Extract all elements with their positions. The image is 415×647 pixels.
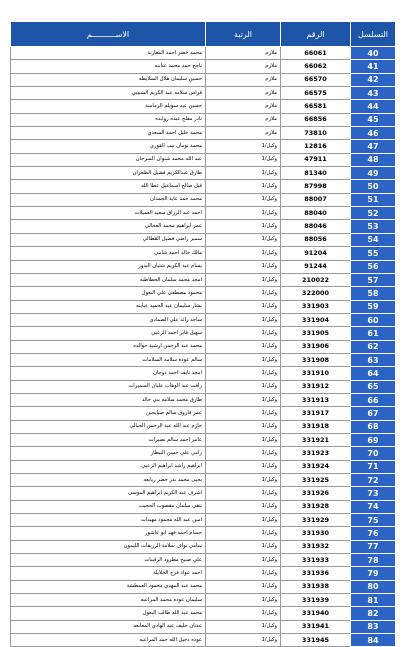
serial-cell: 75: [351, 514, 396, 527]
serial-cell: 66: [351, 393, 396, 406]
rank-cell: وكيل/1: [206, 607, 281, 620]
number-cell: 87998: [281, 180, 351, 193]
name-cell: طارق عبدالكريم فضيل الطحران: [11, 167, 206, 180]
number-cell: 210022: [281, 273, 351, 286]
serial-cell: 67: [351, 407, 396, 420]
number-cell: 331908: [281, 353, 351, 366]
rank-cell: وكيل/1: [206, 487, 281, 500]
rank-cell: وكيل/1: [206, 420, 281, 433]
number-cell: 331939: [281, 594, 351, 607]
number-cell: 331932: [281, 540, 351, 553]
table-row: [11, 447, 396, 460]
table-row: [11, 100, 396, 113]
rank-cell: ملازم: [206, 60, 281, 73]
rank-cell: وكيل/1: [206, 233, 281, 246]
table-row: [11, 527, 396, 540]
rank-cell: وكيل/1: [206, 620, 281, 633]
name-cell: سامي نواف سلامة الرزيقات الليمون: [11, 540, 206, 553]
table-row: [11, 180, 396, 193]
serial-cell: 46: [351, 127, 396, 140]
table-row: [11, 113, 396, 126]
table-row: [11, 340, 396, 353]
number-cell: 331941: [281, 620, 351, 633]
rank-cell: وكيل/1: [206, 313, 281, 326]
table-row: [11, 407, 396, 420]
rank-cell: وكيل/1: [206, 447, 281, 460]
header-number: الرقم: [281, 22, 351, 47]
header-rank: الرتبة: [206, 22, 281, 47]
name-cell: حسين عبد سويلم الرمامنة: [11, 100, 206, 113]
number-cell: 66581: [281, 100, 351, 113]
name-cell: عامر احمد سالم نصيرات: [11, 433, 206, 446]
table-row: [11, 153, 396, 166]
name-cell: ناجح حمد محمد عبابنه: [11, 60, 206, 73]
number-cell: 331912: [281, 380, 351, 393]
name-cell: ابراهيم راشد ابراهيم الزعبي: [11, 460, 206, 473]
serial-cell: 69: [351, 433, 396, 446]
number-cell: 331903: [281, 300, 351, 313]
serial-cell: 76: [351, 527, 396, 540]
name-cell: يسام عبد الكريم شتيان البدور: [11, 260, 206, 273]
serial-cell: 81: [351, 594, 396, 607]
name-cell: رامي علي حسن البيطار: [11, 447, 206, 460]
serial-cell: 74: [351, 500, 396, 513]
table-row: [11, 367, 396, 380]
serial-cell: 84: [351, 634, 396, 647]
rank-cell: وكيل/1: [206, 433, 281, 446]
rank-cell: ملازم: [206, 73, 281, 86]
table-row: [11, 313, 396, 326]
number-cell: 331906: [281, 340, 351, 353]
rank-cell: وكيل/1: [206, 180, 281, 193]
table-row: [11, 300, 396, 313]
number-cell: 331928: [281, 500, 351, 513]
rank-cell: وكيل/1: [206, 207, 281, 220]
table-row: [11, 607, 396, 620]
header-row: [11, 22, 396, 47]
table-row: [11, 220, 396, 233]
rank-cell: وكيل/1: [206, 580, 281, 593]
rank-cell: ملازم: [206, 100, 281, 113]
rank-cell: وكيل/1: [206, 514, 281, 527]
serial-cell: 45: [351, 113, 396, 126]
serial-cell: 77: [351, 540, 396, 553]
rank-cell: ملازم: [206, 127, 281, 140]
serial-cell: 71: [351, 460, 396, 473]
serial-cell: 65: [351, 380, 396, 393]
table-row: [11, 207, 396, 220]
rank-cell: وكيل/1: [206, 260, 281, 273]
name-cell: محمد عبد الرحمن ارشيد خوالده: [11, 340, 206, 353]
header-serial: التسلسل: [351, 22, 396, 47]
serial-cell: 61: [351, 327, 396, 340]
rank-cell: وكيل/1: [206, 353, 281, 366]
name-cell: سليمان عوده محمد المراعيه: [11, 594, 206, 607]
number-cell: 66575: [281, 87, 351, 100]
serial-cell: 63: [351, 353, 396, 366]
roster-body: [11, 47, 396, 647]
name-cell: عدنان خليف عبد الهادي المعابعه: [11, 620, 206, 633]
number-cell: 331925: [281, 474, 351, 487]
name-cell: محمد عبد المهدي محمود العمطشة: [11, 580, 206, 593]
rank-cell: وكيل/1: [206, 554, 281, 567]
name-cell: حسين سليمان هلال السلايطه: [11, 73, 206, 86]
name-cell: امجد محمد سلمان الخطاطبه: [11, 273, 206, 286]
number-cell: 331910: [281, 367, 351, 380]
rank-cell: وكيل/1: [206, 407, 281, 420]
table-row: [11, 260, 396, 273]
table-row: [11, 474, 396, 487]
number-cell: 91204: [281, 247, 351, 260]
rank-cell: وكيل/1: [206, 273, 281, 286]
name-cell: يحيى محمد بدر خضر ربابعه: [11, 474, 206, 487]
table-row: [11, 634, 396, 647]
table-row: [11, 554, 396, 567]
name-cell: محمد نومان نيب القوري: [11, 140, 206, 153]
name-cell: سمير راضي فضيل القطالي: [11, 233, 206, 246]
table-row: [11, 60, 396, 73]
number-cell: 66570: [281, 73, 351, 86]
serial-cell: 48: [351, 153, 396, 166]
rank-cell: وكيل/1: [206, 527, 281, 540]
number-cell: 331930: [281, 527, 351, 540]
serial-cell: 79: [351, 567, 396, 580]
serial-cell: 56: [351, 260, 396, 273]
rank-cell: وكيل/1: [206, 287, 281, 300]
serial-cell: 60: [351, 313, 396, 326]
table-row: [11, 540, 396, 553]
serial-cell: 70: [351, 447, 396, 460]
rank-cell: ملازم: [206, 87, 281, 100]
number-cell: 88040: [281, 207, 351, 220]
table-row: [11, 287, 396, 300]
number-cell: 331905: [281, 327, 351, 340]
name-cell: حازم عبد الله عبد الرحمن الجبالي: [11, 420, 206, 433]
number-cell: 331936: [281, 567, 351, 580]
name-cell: محمد خليل احمد السعدي: [11, 127, 206, 140]
table-row: [11, 140, 396, 153]
serial-cell: 40: [351, 47, 396, 60]
table-row: [11, 127, 396, 140]
rank-cell: وكيل/1: [206, 300, 281, 313]
name-cell: سالم عودة سلامة السلامات: [11, 353, 206, 366]
serial-cell: 57: [351, 273, 396, 286]
serial-cell: 54: [351, 233, 396, 246]
number-cell: 331926: [281, 487, 351, 500]
number-cell: 331913: [281, 393, 351, 406]
serial-cell: 62: [351, 340, 396, 353]
number-cell: 66856: [281, 113, 351, 126]
table-row: [11, 393, 396, 406]
name-cell: محمد عبد الله طالب البعول: [11, 607, 206, 620]
serial-cell: 53: [351, 220, 396, 233]
number-cell: 331918: [281, 420, 351, 433]
number-cell: 322000: [281, 287, 351, 300]
name-cell: نتقي سلمان مقصوب الحجيب: [11, 500, 206, 513]
rank-cell: وكيل/1: [206, 367, 281, 380]
serial-cell: 52: [351, 207, 396, 220]
serial-cell: 64: [351, 367, 396, 380]
number-cell: 331904: [281, 313, 351, 326]
serial-cell: 44: [351, 100, 396, 113]
serial-cell: 42: [351, 73, 396, 86]
rank-cell: وكيل/1: [206, 393, 281, 406]
name-cell: محمد حمد عايد الجمدان: [11, 193, 206, 206]
name-cell: احمد عبد الرزاق سعيد العميلات: [11, 207, 206, 220]
name-cell: عوده دخيل الله حمد المراعيه: [11, 634, 206, 647]
number-cell: 331929: [281, 514, 351, 527]
table-row: [11, 87, 396, 100]
name-cell: امجد نايف احمد دوجان: [11, 367, 206, 380]
table-row: [11, 500, 396, 513]
table-row: [11, 73, 396, 86]
rank-cell: وكيل/1: [206, 460, 281, 473]
number-cell: 91244: [281, 260, 351, 273]
rank-cell: وكيل/1: [206, 167, 281, 180]
name-cell: فيل صالح اسماعيل عطا الله: [11, 180, 206, 193]
name-cell: ساجد رائد علي الصمادي: [11, 313, 206, 326]
header-name: الاســــــــــم: [11, 22, 206, 47]
number-cell: 88056: [281, 233, 351, 246]
name-cell: نادر مفلح عبده روابده: [11, 113, 206, 126]
serial-cell: 58: [351, 287, 396, 300]
rank-cell: وكيل/1: [206, 540, 281, 553]
table-row: [11, 247, 396, 260]
serial-cell: 59: [351, 300, 396, 313]
name-cell: محمود مصطفى علي البعول: [11, 287, 206, 300]
number-cell: 331924: [281, 460, 351, 473]
serial-cell: 49: [351, 167, 396, 180]
name-cell: احمد عواد فرج الخلايلة: [11, 567, 206, 580]
number-cell: 331933: [281, 554, 351, 567]
name-cell: عمر فاروق سالم صبايحين: [11, 407, 206, 420]
serial-cell: 47: [351, 140, 396, 153]
table-row: [11, 620, 396, 633]
number-cell: 73810: [281, 127, 351, 140]
rank-cell: ملازم: [206, 47, 281, 60]
number-cell: 331945: [281, 634, 351, 647]
table-row: [11, 47, 396, 60]
number-cell: 331940: [281, 607, 351, 620]
table-row: [11, 193, 396, 206]
table-row: [11, 567, 396, 580]
number-cell: 81340: [281, 167, 351, 180]
serial-cell: 55: [351, 247, 396, 260]
number-cell: 88007: [281, 193, 351, 206]
number-cell: 47911: [281, 153, 351, 166]
number-cell: 331923: [281, 447, 351, 460]
serial-cell: 73: [351, 487, 396, 500]
table-row: [11, 167, 396, 180]
rank-cell: وكيل/1: [206, 140, 281, 153]
rank-cell: وكيل/1: [206, 474, 281, 487]
rank-cell: وكيل/1: [206, 500, 281, 513]
serial-cell: 72: [351, 474, 396, 487]
table-row: [11, 420, 396, 433]
rank-cell: وكيل/1: [206, 220, 281, 233]
serial-cell: 82: [351, 607, 396, 620]
serial-cell: 80: [351, 580, 396, 593]
name-cell: فراس سلامه عبد الكريم الشبيبي: [11, 87, 206, 100]
number-cell: 331938: [281, 580, 351, 593]
rank-cell: وكيل/1: [206, 380, 281, 393]
name-cell: عبد الله محمد شنوان السرحان: [11, 153, 206, 166]
rank-cell: وكيل/1: [206, 247, 281, 260]
name-cell: رافت عبد الوهاب عليان السميرات: [11, 380, 206, 393]
rank-cell: وكيل/1: [206, 594, 281, 607]
roster-table: [10, 21, 396, 647]
name-cell: بشار سليمان عبد الحميد عبابنه: [11, 300, 206, 313]
number-cell: 331917: [281, 407, 351, 420]
name-cell: اشرف عبد الكريم ابراهيم الموسى: [11, 487, 206, 500]
table-row: [11, 327, 396, 340]
rank-cell: وكيل/1: [206, 340, 281, 353]
table-row: [11, 460, 396, 473]
table-row: [11, 273, 396, 286]
serial-cell: 41: [351, 60, 396, 73]
name-cell: امين عبد الله محمود مهيدات: [11, 514, 206, 527]
name-cell: سهيل فايز احمد الزعبي: [11, 327, 206, 340]
table-row: [11, 487, 396, 500]
table-row: [11, 580, 396, 593]
rank-cell: وكيل/1: [206, 567, 281, 580]
table-row: [11, 594, 396, 607]
number-cell: 66061: [281, 47, 351, 60]
serial-cell: 51: [351, 193, 396, 206]
serial-cell: 50: [351, 180, 396, 193]
name-cell: مالك خالد احمد شامي: [11, 247, 206, 260]
number-cell: 88046: [281, 220, 351, 233]
rank-cell: وكيل/1: [206, 153, 281, 166]
serial-cell: 78: [351, 554, 396, 567]
serial-cell: 43: [351, 87, 396, 100]
number-cell: 331921: [281, 433, 351, 446]
name-cell: حسام احمد فهد ابو عاشور: [11, 527, 206, 540]
rank-cell: وكيل/1: [206, 634, 281, 647]
table-row: [11, 433, 396, 446]
table-row: [11, 380, 396, 393]
name-cell: طارق محمد سلامه بني خالد: [11, 393, 206, 406]
name-cell: علي صبيح مطرود الرقيبات: [11, 554, 206, 567]
table-row: [11, 233, 396, 246]
rank-cell: وكيل/1: [206, 327, 281, 340]
serial-cell: 83: [351, 620, 396, 633]
rank-cell: وكيل/1: [206, 193, 281, 206]
rank-cell: ملازم: [206, 113, 281, 126]
name-cell: محمد خضر احمد المغاربة: [11, 47, 206, 60]
table-row: [11, 353, 396, 366]
number-cell: 66062: [281, 60, 351, 73]
name-cell: عمر ابراهيم محمد العجالي: [11, 220, 206, 233]
table-row: [11, 514, 396, 527]
serial-cell: 68: [351, 420, 396, 433]
number-cell: 12816: [281, 140, 351, 153]
